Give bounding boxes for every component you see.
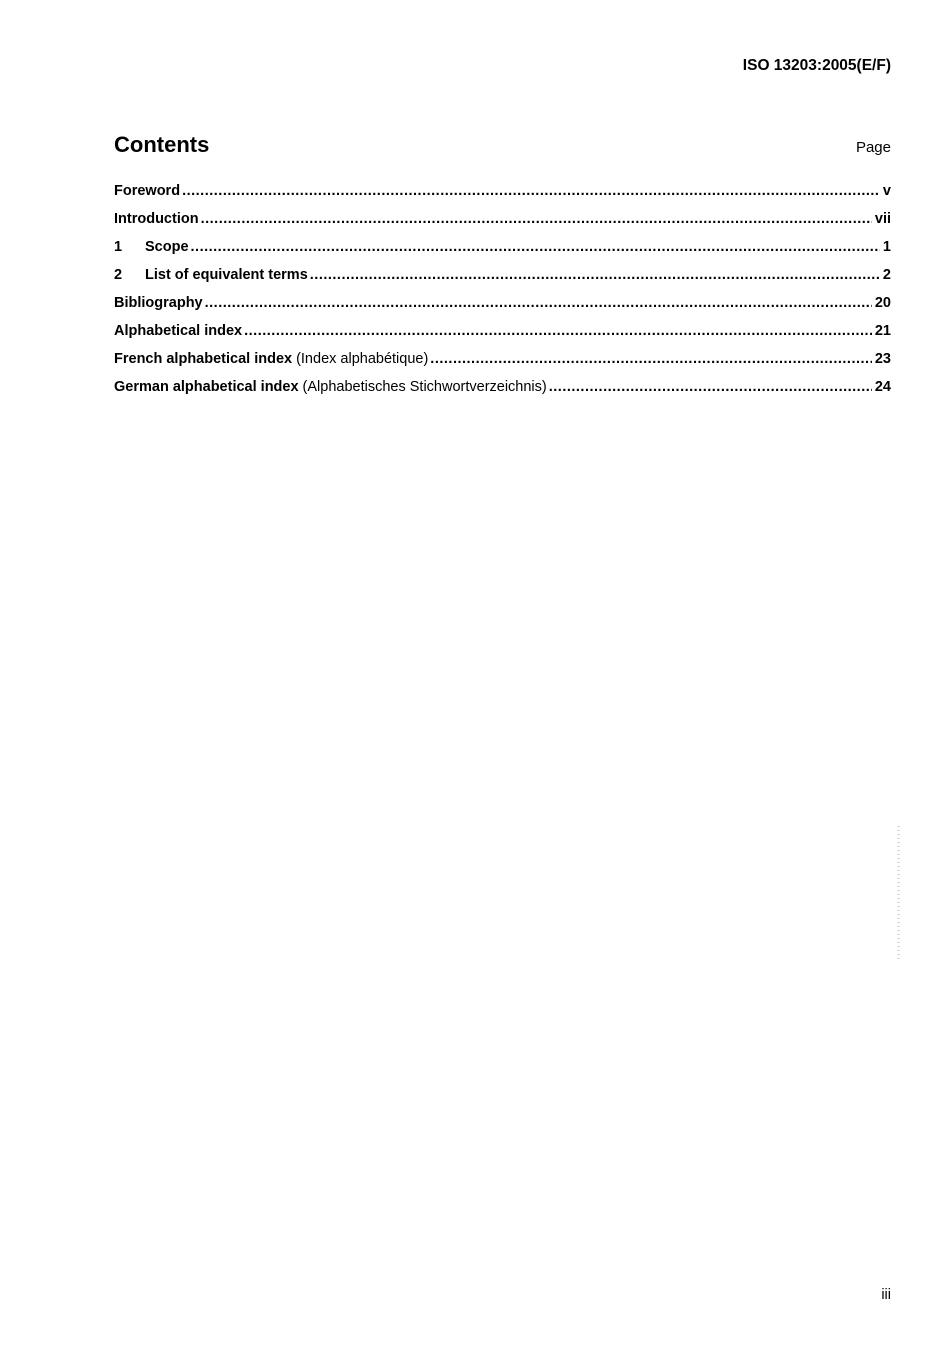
- dot-leader: [244, 321, 872, 341]
- toc-entry-label[interactable]: Alphabetical index: [114, 323, 243, 339]
- dot-leader: [191, 237, 880, 257]
- table-of-contents: [114, 181, 891, 405]
- toc-entry-sublabel[interactable]: (Index alphabétique): [296, 351, 429, 367]
- document-id: ISO 13203:2005(E/F): [742, 57, 891, 74]
- margin-marks: [897, 826, 900, 962]
- toc-entry-page[interactable]: 1: [882, 239, 891, 255]
- toc-entry-label[interactable]: Foreword: [114, 183, 181, 199]
- toc-entry-number: 2: [114, 267, 123, 283]
- contents-header: [114, 131, 891, 159]
- toc-entry-page[interactable]: vii: [874, 211, 891, 227]
- toc-entry-list-of-equivalent-terms[interactable]: [114, 265, 891, 293]
- dot-leader: [310, 265, 880, 285]
- toc-entry-german-alphabetical-index[interactable]: [114, 377, 891, 405]
- toc-entry-sublabel[interactable]: (Alphabetisches Stichwortverzeichnis): [302, 379, 547, 395]
- page-title: Contents: [114, 132, 210, 157]
- toc-entry-page[interactable]: 20: [874, 295, 891, 311]
- page-column-label: Page: [855, 139, 891, 156]
- dot-leader: [549, 377, 872, 397]
- dot-leader: [430, 349, 872, 369]
- toc-entry-foreword[interactable]: [114, 181, 891, 209]
- toc-entry-label[interactable]: Introduction: [114, 211, 199, 227]
- page-number: iii: [881, 1287, 891, 1303]
- dot-leader: [182, 181, 880, 201]
- dot-leader: [201, 209, 872, 229]
- toc-entry-page[interactable]: 23: [874, 351, 891, 367]
- toc-entry-label[interactable]: Bibliography: [114, 295, 203, 311]
- toc-entry-scope[interactable]: [114, 237, 891, 265]
- toc-entry-label[interactable]: German alphabetical index: [114, 379, 299, 395]
- toc-entry-page[interactable]: 24: [874, 379, 891, 395]
- toc-entry-label[interactable]: List of equivalent terms: [145, 267, 308, 283]
- dot-leader: [205, 293, 872, 313]
- toc-entry-page[interactable]: 21: [874, 323, 891, 339]
- toc-entry-label[interactable]: Scope: [145, 239, 189, 255]
- toc-entry-introduction[interactable]: [114, 209, 891, 237]
- toc-entry-page[interactable]: 2: [882, 267, 891, 283]
- toc-entry-french-alphabetical-index[interactable]: [114, 349, 891, 377]
- toc-entry-label[interactable]: French alphabetical index: [114, 351, 293, 367]
- toc-entry-page[interactable]: v: [882, 183, 891, 199]
- toc-entry-bibliography[interactable]: [114, 293, 891, 321]
- toc-entry-number: 1: [114, 239, 123, 255]
- toc-entry-alphabetical-index[interactable]: [114, 321, 891, 349]
